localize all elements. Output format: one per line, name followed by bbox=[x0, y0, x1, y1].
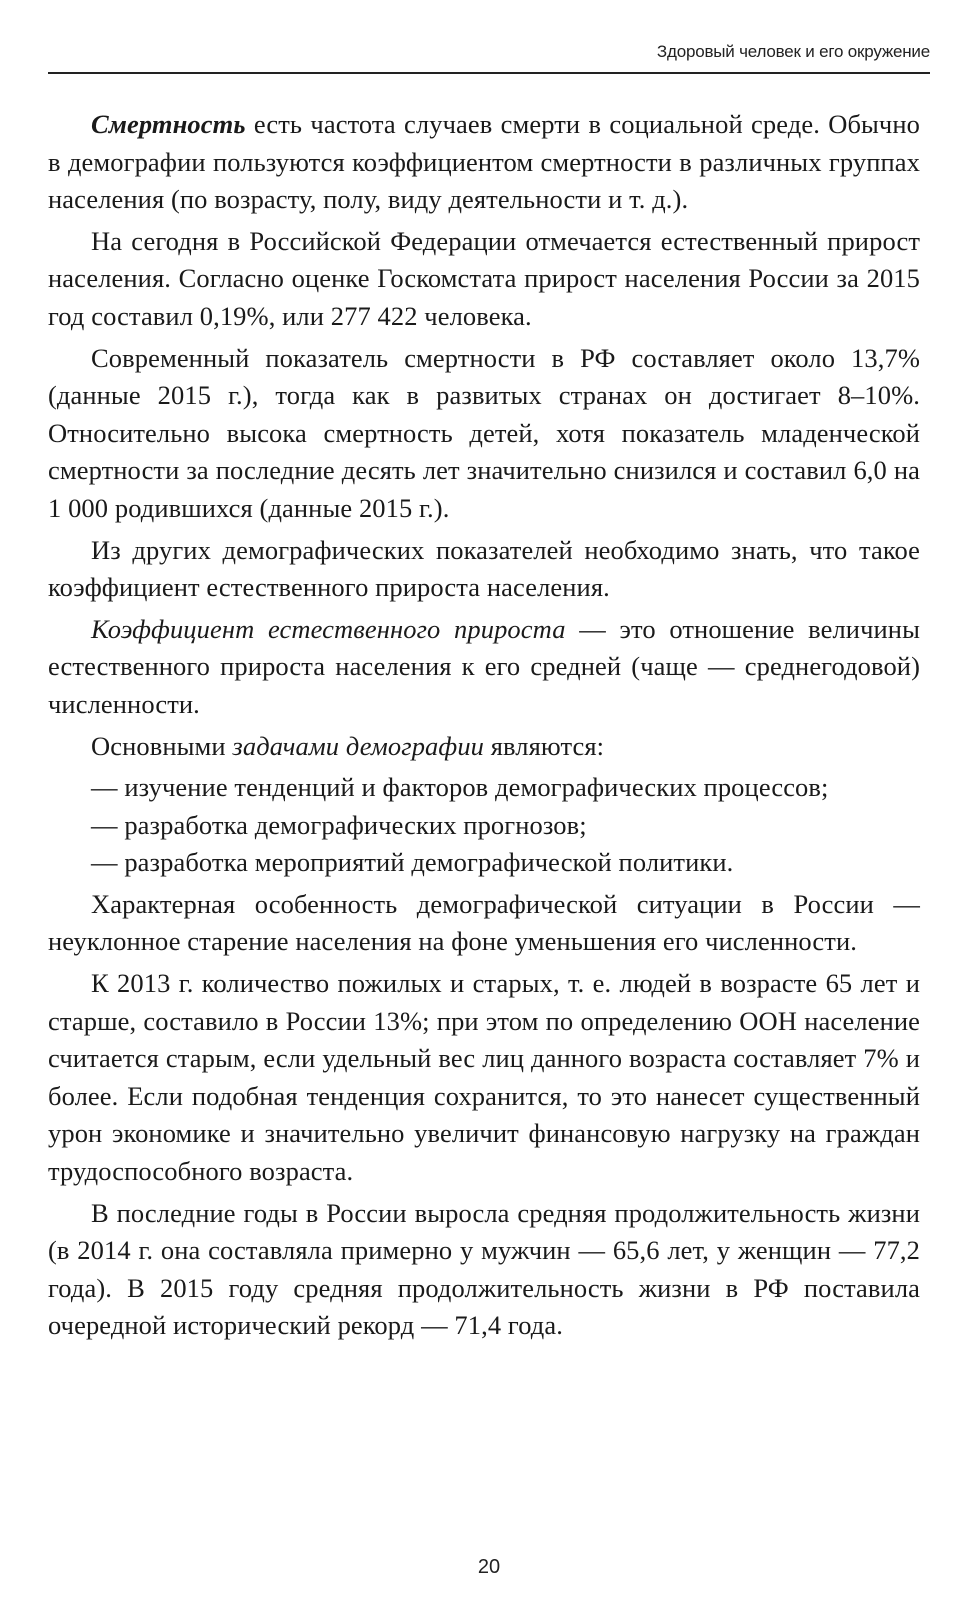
running-header bbox=[48, 38, 930, 74]
term-mortality: Смертность bbox=[91, 109, 246, 139]
page-number: 20 bbox=[477, 1556, 501, 1578]
paragraph-aging: Характерная особенность демографической ситуации в России — неуклонное старение населения на фоне уменьшения его численности. bbox=[48, 888, 920, 957]
paragraph-mortality-rate: Современный показатель смертности в РФ составляет около 13,7% (данные 2015 г.), тогда как в развитых странах он достигает 8–10%. Относительно высока смертность детей, хотя показатель младенческой смертности за последние десять лет значительно снизился и составил 6,0 на 1 000 родившихся (данные 2015 г.). bbox=[48, 342, 920, 523]
list-item: — разработка мероприятий демографической политики. bbox=[91, 847, 734, 878]
paragraph-text: — это отношение величины естественного прироста населения к его средней (чаще — среднегодовой) численности. bbox=[48, 613, 920, 719]
term-tasks: задачами демографии bbox=[232, 730, 485, 761]
header-title: Здоровый человек и его окружение bbox=[656, 42, 930, 61]
paragraph-coefficient bbox=[48, 611, 920, 724]
paragraph-life-expectancy: В последние годы в России выросла средняя продолжительность жизни (в 2014 г. она составляла примерно у мужчин — 65,6 лет, у женщин — 77,2 года). В 2015 году средняя продолжительность жизни в РФ поставила очередной исторический рекорд — 71,4 года. bbox=[48, 1197, 920, 1341]
paragraph-lead: Основными bbox=[91, 730, 233, 761]
paragraph-elderly: К 2013 г. количество пожилых и старых, т. е. людей в возрасте 65 лет и старше, составило в России 13%; при этом по определению ООН население считается старым, если удельный вес лиц данного возраста составляет 7% и более. Если подобная тенденция сохранится, то это нанесет существенный урон экономике и значительно увеличит финансовую нагрузку на граждан трудоспособного возраста. bbox=[48, 968, 920, 1187]
paragraph-mortality bbox=[48, 106, 920, 219]
body-text bbox=[48, 106, 920, 1349]
paragraph-text: есть частота случаев смерти в социальной среде. Обычно в демографии пользуются коэффициентом смертности в различных группах населения (по возрасту, полу, виду деятельности и т. д.). bbox=[48, 109, 920, 215]
list-item: — изучение тенденций и факторов демографических процессов; bbox=[91, 772, 829, 803]
list-item: — разработка демографических прогнозов; bbox=[91, 809, 587, 840]
paragraph-indicators: Из других демографических показателей необходимо знать, что такое коэффициент естественного прироста населения. bbox=[48, 534, 920, 603]
paragraph-text: являются: bbox=[484, 730, 605, 761]
paragraph-tasks bbox=[48, 728, 920, 766]
term-coefficient: Коэффициент естественного прироста bbox=[91, 613, 566, 644]
paragraph-growth: На сегодня в Российской Федерации отмечается естественный прирост населения. Согласно оценке Госкомстата прирост населения России за 2015 год составил 0,19%, или 277 422 человека. bbox=[48, 225, 920, 331]
